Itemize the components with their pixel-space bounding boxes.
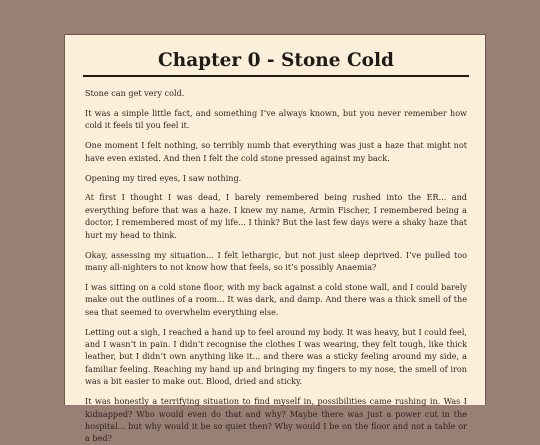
title-underline bbox=[83, 75, 469, 77]
paragraph: Opening my tired eyes, I saw nothing. bbox=[85, 172, 242, 183]
chapter-title: Chapter 0 - Stone Cold bbox=[158, 50, 394, 71]
paragraph: Stone can get very cold. bbox=[85, 88, 185, 98]
paragraph: Letting out a sigh, I reached a hand up to feel around my body. It was heavy, but I could feel, and I wasn’t in pain. I didn’t recognise the clothes I was wearing, they felt tough, like thick leather, but I didn’t own anything like it... and there was a sticky feeling around my side, a familiar feeling. Reaching my hand up and bringing my fingers to my nose, the smell of iron was a bit easier to make out. Blood, dried and sticky. bbox=[85, 326, 467, 387]
paragraph: It was honestly a terrifying situation to find myself in, possibilities came rushing in. Was I kidnapped? Who would even do that and why? Maybe there was just a power cut in the hospital... but why would it be so quiet then? Why would I be on the floor and not a table or a bed? bbox=[85, 396, 467, 444]
paragraph: At first I thought I was dead, I barely remembered being rushed into the ER... and everything before that was a haze. I knew my name, Armin Fischer, I remembered being a doctor, I remembered most of my life... I think? But the last few days were a shaky haze that hurt my head to think. bbox=[85, 192, 467, 240]
paragraph: One moment I felt nothing, so terribly numb that everything was just a haze that might not have even existed. And then I felt the cold stone pressed against my back. bbox=[85, 140, 467, 163]
paragraph: Okay, assessing my situation... I felt lethargic, but not just sleep deprived. I’ve pulled too many all-nighters to not know how that feels, so it’s possibly Anaemia? bbox=[85, 249, 467, 272]
chapter-page bbox=[64, 34, 486, 444]
paragraph: It was a simple little fact, and something I’ve always known, but you never remember how cold it feels til you feel it. bbox=[85, 107, 467, 131]
chapter-text bbox=[85, 87, 467, 445]
paragraph: I was sitting on a cold stone floor, with my back against a cold stone wall, and I could barely make out the outlines of a room... It was dark, and damp. And there was a thick smell of the sea that seemed to overwhelm everything else. bbox=[85, 281, 467, 317]
